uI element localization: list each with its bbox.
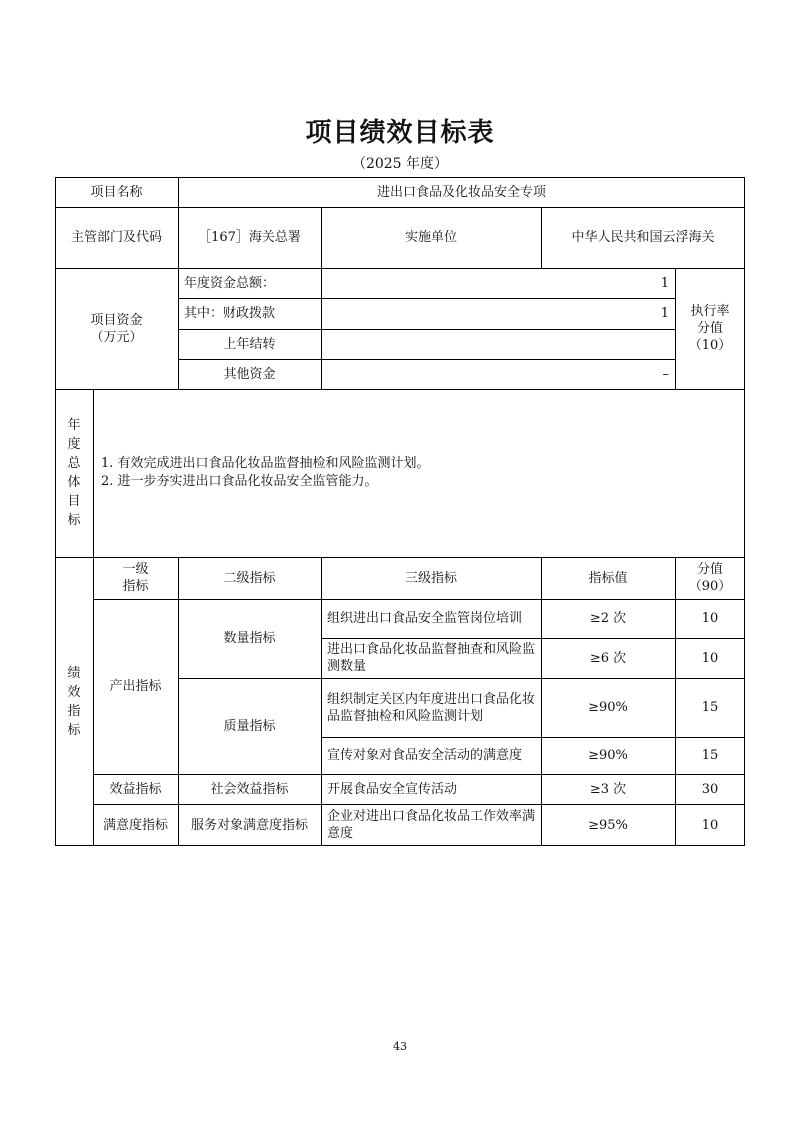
indicators-label-char: 指 [67,703,81,719]
goals-label-char: 年 [67,418,81,433]
execution-rate-score [675,268,745,389]
indicators-label-char: 绩 [67,665,81,681]
header-level1-line1: 一级 [122,562,149,577]
indicator-value: ≥2 次 [589,611,627,626]
level2-social: 社会效益指标 [210,781,289,797]
level1-satisfaction: 满意度指标 [102,817,168,833]
goals-content [93,455,745,491]
indicator-value: ≥6 次 [589,650,627,666]
level1-benefit: 效益指标 [109,781,162,797]
rate-line1: 执行率 [690,304,730,319]
project-name-label: 项目名称 [90,184,143,200]
funds-row-value: – [662,366,669,382]
level2-service: 服务对象满意度指标 [190,817,308,833]
indicator-name: 进出口食品化妆品监督抽查和风险监测数量 [327,642,536,674]
funds-row-value: 1 [660,306,669,321]
funds-label-line1: 项目资金 [90,312,143,328]
header-level3: 三级指标 [404,570,457,586]
level1-output: 产出指标 [109,679,162,694]
header-score [675,557,745,599]
dept-value: ［167］海关总署 [198,230,301,245]
level2-quality: 质量指标 [223,718,276,734]
goals-label-char: 总 [67,456,81,471]
funds-row-value: 1 [660,275,669,291]
rate-line3: （10） [688,338,732,353]
page-subtitle: （2025 年度） [351,156,449,172]
funds-label [55,268,178,389]
funds-row-label: 其中：财政拨款 [184,306,276,321]
dept-label: 主管部门及代码 [70,230,162,245]
funds-row-value [321,329,675,359]
goals-label [55,389,93,557]
indicator-name: 组织制定关区内年度进出口食品化妆品监督抽检和风险监测计划 [327,691,536,724]
unit-value: 中华人民共和国云浮海关 [571,230,715,245]
indicator-value: ≥3 次 [589,781,627,797]
page-number: 43 [393,1040,407,1053]
indicators-label-char: 标 [67,722,81,738]
indicators-label [55,557,93,846]
indicator-score: 15 [701,700,719,715]
header-level1-line2: 指标 [122,579,149,594]
header-level2: 二级指标 [223,570,276,586]
performance-target-table [55,177,745,846]
indicator-name: 企业对进出口食品化妆品工作效率满意度 [327,809,536,841]
rate-line2: 分值 [696,321,723,336]
indicators-label-char: 效 [67,684,81,700]
level2-quantity: 数量指标 [223,631,276,646]
goals-label-char: 标 [67,513,81,528]
goals-label-char: 体 [67,475,81,490]
indicator-score: 10 [701,611,719,626]
indicator-score: 10 [701,650,719,666]
unit-label: 实施单位 [404,230,457,245]
indicator-score: 10 [701,817,719,833]
indicator-name: 开展食品安全宣传活动 [327,781,458,797]
indicator-name: 组织进出口食品安全监管岗位培训 [327,611,523,626]
funds-row-label: 上年结转 [223,336,276,352]
header-score-line2: （90） [688,579,732,594]
funds-label-line2: （万元） [90,329,143,345]
goals-label-char: 度 [67,437,81,452]
goals-label-char: 目 [67,494,81,509]
header-level1 [93,557,178,599]
funds-row-label: 其他资金 [223,366,276,382]
indicator-score: 30 [701,781,719,797]
goal-item: 1. 有效完成进出口食品化妆品监督抽检和风险监测计划。 [101,456,430,471]
indicator-value: ≥95% [588,817,628,833]
page-title: 项目绩效目标表 [305,118,495,148]
indicator-value: ≥90% [588,700,628,715]
goal-item: 2. 进一步夯实进出口食品化妆品安全监管能力。 [101,474,378,489]
project-name-value: 进出口食品及化妆品安全专项 [376,184,546,200]
funds-row-label: 年度资金总额： [184,275,276,291]
indicator-name: 宣传对象对食品安全活动的满意度 [327,748,523,763]
header-value: 指标值 [588,570,628,586]
indicator-value: ≥90% [588,748,628,763]
header-score-line1: 分值 [696,562,723,577]
indicator-score: 15 [701,748,719,763]
